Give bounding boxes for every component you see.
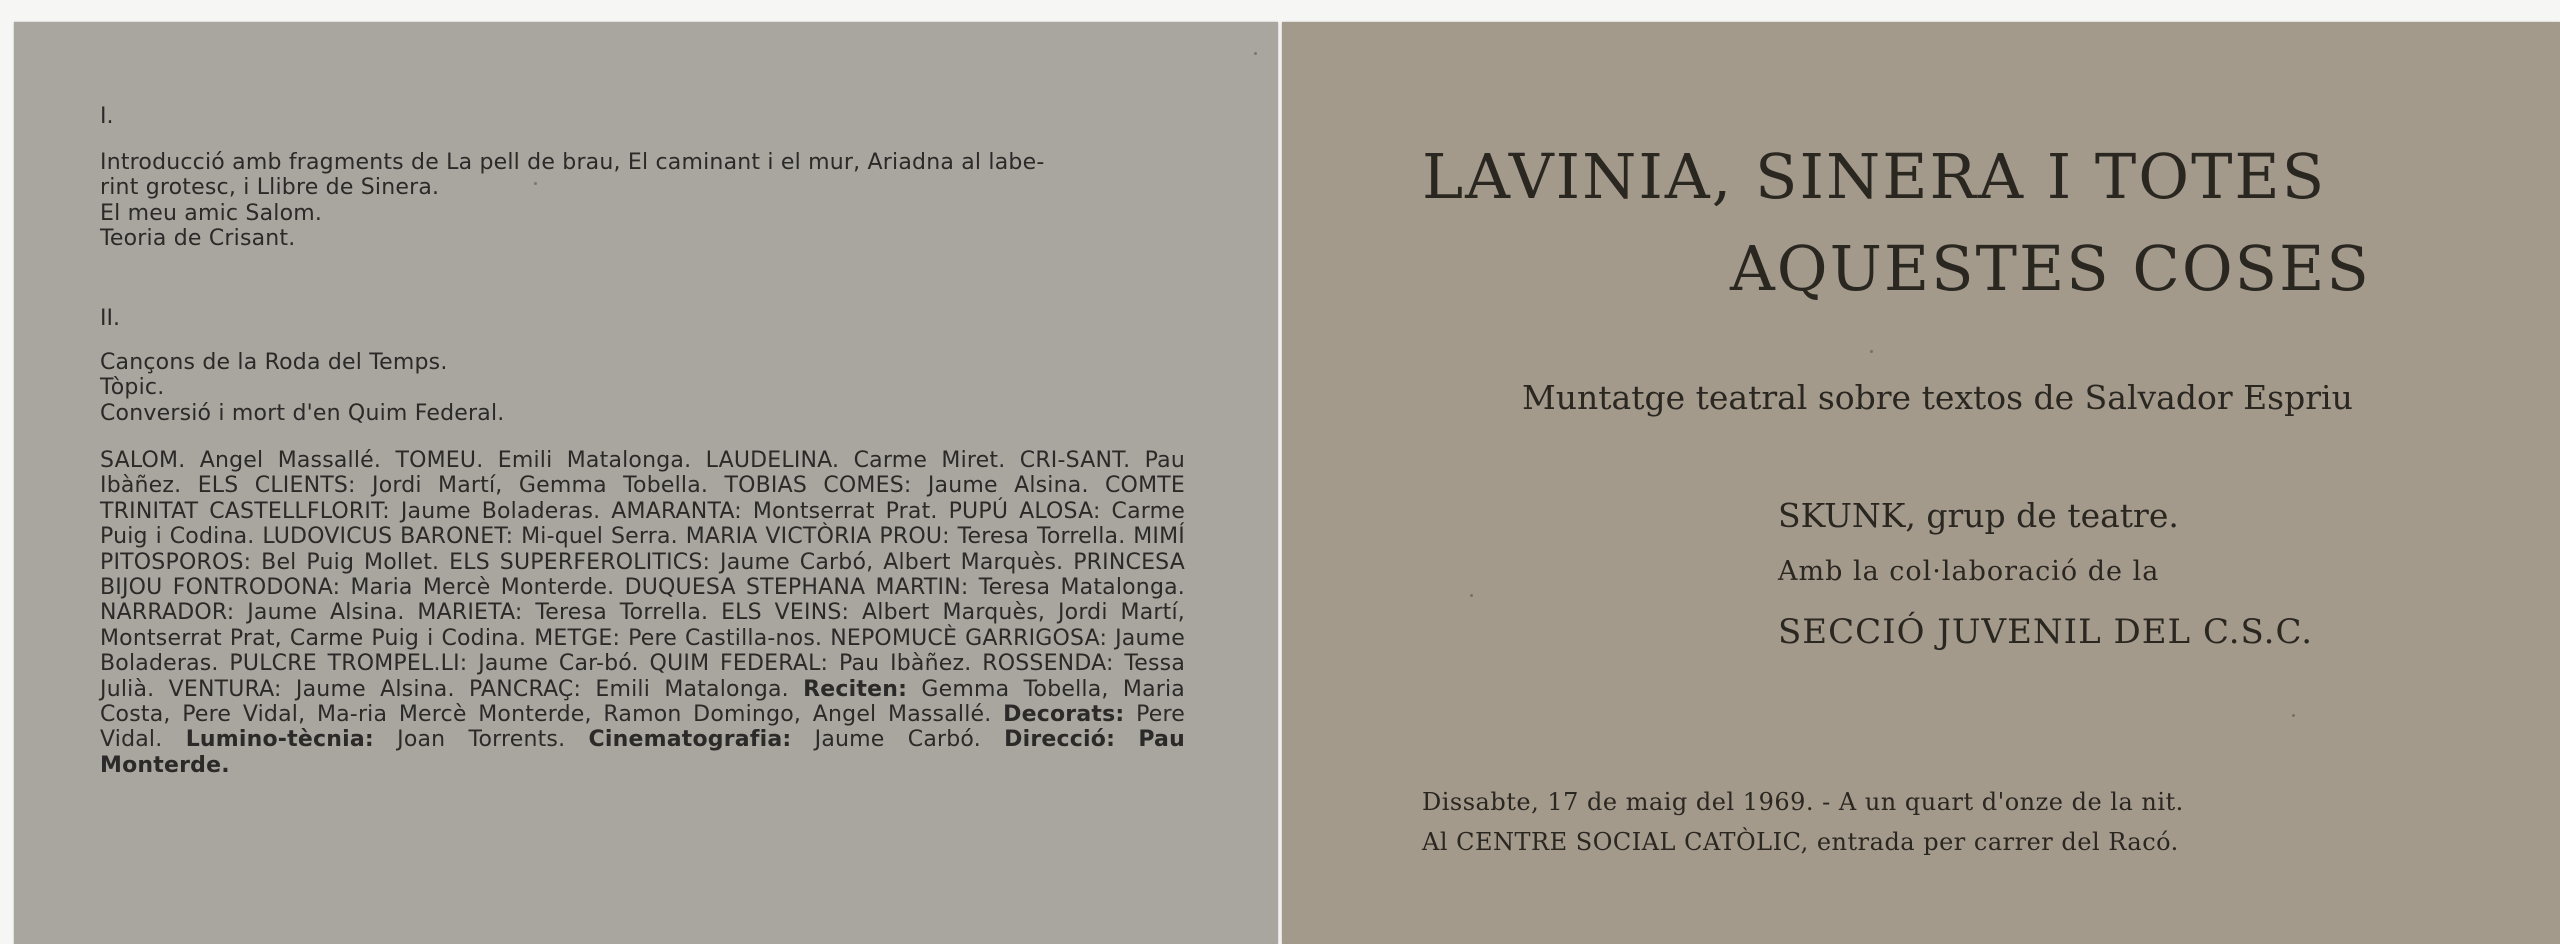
cinematografia-text: Jaume Carbó. bbox=[814, 727, 981, 753]
section-two-numeral: II. bbox=[100, 306, 120, 331]
decorats-text: Pere Vidal. bbox=[100, 702, 1185, 753]
section-one-line: El meu amic Salom. bbox=[100, 200, 323, 226]
paper-speck bbox=[1254, 52, 1257, 55]
luminotecnia-label: Lumino-tècnia: bbox=[185, 727, 374, 753]
direccio-label: Direcció: bbox=[1004, 727, 1116, 753]
program-cast-sheet bbox=[14, 22, 1278, 944]
section-two-content bbox=[100, 350, 1185, 426]
section-two-line: Conversió i mort d'en Quim Federal. bbox=[100, 400, 505, 426]
section-name: SECCIÓ JUVENIL DEL C.S.C. bbox=[1778, 612, 2314, 652]
reciten-label: Reciten: bbox=[803, 676, 908, 702]
section-one-numeral: I. bbox=[100, 104, 114, 129]
date-line: Dissabte, 17 de maig del 1969. - A un quart d'onze de la nit. bbox=[1422, 788, 2184, 816]
decorats-label: Decorats: bbox=[1003, 702, 1125, 728]
section-one-content bbox=[100, 150, 1185, 252]
cinematografia-label: Cinematografia: bbox=[588, 727, 792, 753]
paper-speck bbox=[1470, 594, 1473, 597]
title-line-1: LAVINIA, SINERA I TOTES bbox=[1422, 140, 2327, 213]
section-one-line: rint grotesc, i Llibre de Sinera. bbox=[100, 175, 440, 201]
cast-text: SALOM. Angel Massallé. TOMEU. Emili Matalonga. LAUDELINA. Carme Miret. CRI-SANT. Pau Ibàñez. ELS CLIENTS: Jordi Martí, Gemma Tobella. TOBIAS COMES: Jaume Alsina. COMTE TRINITAT CASTELLFLORIT: Jaume Boladeras. AMARANTA: Montserrat Prat. PUPÚ ALOSA: Carme Puig i Codina. LUDOVICUS BARONET: Mi-quel Serra. MARIA VICTÒRIA PROU: Teresa Torrella. MIMÍ PITOSPOROS: Bel Puig Mollet. ELS SUPERFEROLITICS: Jaume Carbó, Albert Marquès. PRINCESA BIJOU FONTRODONA: Maria Mercè Monterde. DUQUESA STEPHANA MARTIN: Teresa Matalonga. NARRADOR: Jaume Alsina. MARIETA: Teresa Torrella. ELS VEINS: Albert Marquès, Jordi Martí, Montserrat Prat, Carme Puig i Codina. METGE: Pere Castilla-nos. NEPOMUCÈ GARRIGOSA: Jaume Boladeras. PULCRE TROMPEL.LI: Jaume Car-bó. QUIM FEDERAL: Pau Ibàñez. ROSSENDA: Tessa Julià. VENTURA: Jaume Alsina. PANCRAÇ: Emili Matalonga. bbox=[100, 448, 1185, 702]
luminotecnia-text: Joan Torrents. bbox=[397, 727, 566, 753]
section-one-line: Introducció amb fragments de La pell de brau, El caminant i el mur, Ariadna al labe- bbox=[100, 150, 1045, 175]
group-name: SKUNK, grup de teatre. bbox=[1778, 496, 2179, 535]
venue-line: Al CENTRE SOCIAL CATÒLIC, entrada per carrer del Racó. bbox=[1422, 828, 2179, 856]
paper-speck bbox=[1870, 350, 1873, 353]
section-two-line: Tòpic. bbox=[100, 375, 165, 401]
direccio-text: Pau Monterde. bbox=[100, 727, 1185, 778]
title-line-2: AQUESTES COSES bbox=[1730, 232, 2371, 305]
paper-speck bbox=[2292, 714, 2295, 717]
section-one-line: Teoria de Crisant. bbox=[100, 226, 296, 252]
reciten-text: Gemma Tobella, Maria Costa, Pere Vidal, Ma-ria Mercè Monterde, Ramon Domingo, Angel Massallé. bbox=[100, 676, 1185, 728]
subtitle: Muntatge teatral sobre textos de Salvador Espriu bbox=[1522, 378, 2353, 417]
collaboration-text: Amb la col·laboració de la bbox=[1778, 556, 2160, 587]
cast-list bbox=[100, 448, 1185, 778]
program-cover-sheet bbox=[1282, 22, 2560, 944]
section-two-line: Cançons de la Roda del Temps. bbox=[100, 350, 448, 375]
